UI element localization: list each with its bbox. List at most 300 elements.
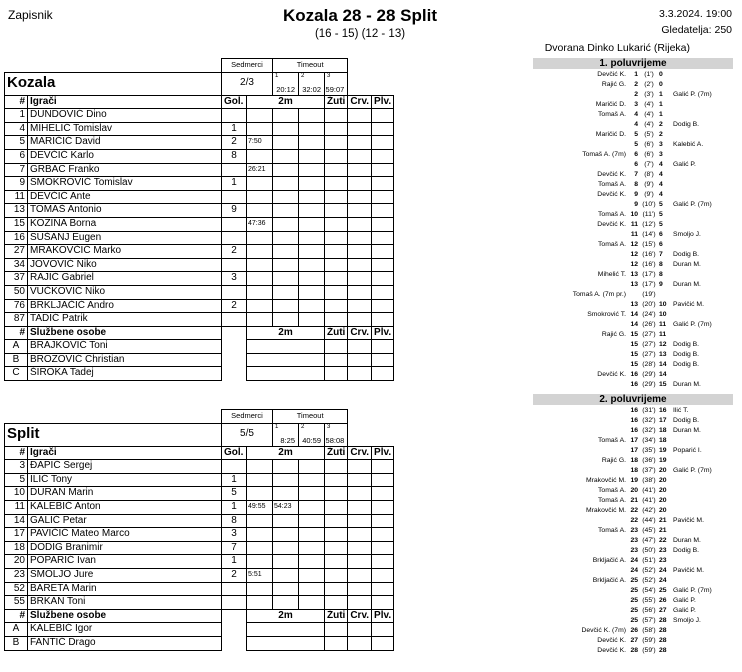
col-yellow: Žuti <box>325 446 348 460</box>
col-goals: Gol. <box>222 446 247 460</box>
event-away-score: 14 <box>659 371 667 378</box>
col-2min: 2m <box>247 95 325 109</box>
event-away-scorer: Galić P. (7m) <box>673 91 712 98</box>
timeout-number: 3 <box>327 72 331 79</box>
sedmerci-label: Sedmerci <box>222 410 273 424</box>
spectators: Gledatelja: 250 <box>661 24 732 36</box>
player-row <box>5 514 394 528</box>
event-row <box>533 406 733 416</box>
event-row <box>533 596 733 606</box>
player-suspension <box>247 313 273 327</box>
event-away-scorer: Galić P. (7m) <box>673 321 712 328</box>
player-blue <box>372 555 394 569</box>
player-suspension <box>299 299 325 313</box>
event-away-scorer: Galić P. <box>673 607 696 614</box>
event-away-score: 10 <box>659 311 667 318</box>
event-minute: (59') <box>642 647 656 654</box>
player-number: 23 <box>5 568 28 582</box>
event-away-score: 4 <box>659 171 663 178</box>
event-away-scorer: Galić P. (7m) <box>673 201 712 208</box>
official-name: ŠIROKA Tadej <box>28 367 222 381</box>
team-table <box>4 409 394 651</box>
timeout-number: 2 <box>301 72 305 79</box>
player-blue <box>372 190 394 204</box>
player-suspension <box>273 285 299 299</box>
official-blue <box>372 636 394 650</box>
official-name: BROZOVIĆ Christian <box>28 353 222 367</box>
timeout-number: 2 <box>301 423 305 430</box>
player-number: 5 <box>5 136 28 150</box>
official-letter: C <box>5 367 28 381</box>
player-yellow <box>325 487 348 501</box>
event-away-score: 23 <box>659 547 667 554</box>
report-label: Zapisnik <box>8 8 53 22</box>
official-blue <box>372 367 394 381</box>
player-blue <box>372 272 394 286</box>
player-suspension <box>273 204 299 218</box>
col-red: Crv. <box>348 446 372 460</box>
event-away-score: 8 <box>659 271 663 278</box>
official-letter: A <box>5 340 28 354</box>
timeout-cell <box>273 423 299 446</box>
player-blue <box>372 177 394 191</box>
event-minute: (41') <box>642 497 656 504</box>
event-away-score: 28 <box>659 627 667 634</box>
event-away-score: 20 <box>659 487 667 494</box>
event-home-score: 19 <box>630 477 638 484</box>
event-minute: (6') <box>644 151 654 158</box>
player-number: 87 <box>5 313 28 327</box>
player-number: 3 <box>5 460 28 474</box>
player-blue <box>372 217 394 231</box>
player-suspension <box>273 541 299 555</box>
player-yellow <box>325 149 348 163</box>
event-away-scorer: Kalebić A. <box>673 141 704 148</box>
player-suspension <box>273 149 299 163</box>
event-home-scorer: Tomaš A. <box>598 437 626 444</box>
event-row <box>533 90 733 100</box>
player-suspension <box>299 460 325 474</box>
player-goals: 1 <box>222 555 247 569</box>
half-title: 2. poluvrijeme <box>533 394 733 405</box>
player-goals: 1 <box>222 177 247 191</box>
event-row <box>533 80 733 90</box>
player-suspension <box>299 204 325 218</box>
event-minute: (27') <box>642 341 656 348</box>
event-away-scorer: Dodig B. <box>673 251 700 258</box>
officials-label: Službene osobe <box>28 609 222 623</box>
official-yellow <box>325 623 348 637</box>
event-minute: (10') <box>642 201 656 208</box>
event-home-score: 13 <box>630 281 638 288</box>
player-suspension <box>247 528 273 542</box>
event-away-score: 1 <box>659 101 663 108</box>
player-yellow <box>325 136 348 150</box>
player-yellow <box>325 245 348 259</box>
player-blue <box>372 528 394 542</box>
player-goals: 8 <box>222 514 247 528</box>
event-away-score: 4 <box>659 181 663 188</box>
player-red <box>348 313 372 327</box>
player-goals <box>222 582 247 596</box>
player-suspension <box>299 514 325 528</box>
player-goals: 8 <box>222 149 247 163</box>
event-home-score: 16 <box>630 427 638 434</box>
player-suspension <box>273 568 299 582</box>
player-red <box>348 500 372 514</box>
event-away-score: 19 <box>659 457 667 464</box>
player-red <box>348 122 372 136</box>
col-red: Crv. <box>348 326 372 340</box>
player-blue <box>372 136 394 150</box>
player-blue <box>372 487 394 501</box>
event-away-score: 25 <box>659 587 667 594</box>
event-away-score: 1 <box>659 111 663 118</box>
player-suspension <box>247 245 273 259</box>
event-home-score: 17 <box>630 437 638 444</box>
event-row <box>533 566 733 576</box>
event-row <box>533 280 733 290</box>
player-suspension <box>273 460 299 474</box>
player-blue <box>372 514 394 528</box>
event-home-score: 16 <box>630 371 638 378</box>
event-home-score: 7 <box>634 171 638 178</box>
player-red <box>348 231 372 245</box>
sedmerci-value: 5/5 <box>222 423 273 446</box>
event-home-scorer: Rajić G. <box>601 81 626 88</box>
player-suspension <box>299 500 325 514</box>
player-suspension <box>247 473 273 487</box>
player-number: 11 <box>5 500 28 514</box>
player-suspension <box>299 136 325 150</box>
player-name: DODIG Branimir <box>28 541 222 555</box>
player-blue <box>372 313 394 327</box>
event-home-score: 14 <box>630 321 638 328</box>
player-number: 50 <box>5 285 28 299</box>
official-yellow <box>325 636 348 650</box>
player-row <box>5 190 394 204</box>
event-home-score: 5 <box>634 141 638 148</box>
player-red <box>348 190 372 204</box>
official-blue <box>372 340 394 354</box>
event-away-score: 20 <box>659 497 667 504</box>
event-away-score: 14 <box>659 361 667 368</box>
player-suspension <box>299 163 325 177</box>
player-blue <box>372 122 394 136</box>
player-suspension: 49:55 <box>247 500 273 514</box>
event-away-score: 28 <box>659 617 667 624</box>
player-red <box>348 460 372 474</box>
event-away-score: 15 <box>659 381 667 388</box>
player-yellow <box>325 313 348 327</box>
player-suspension <box>273 163 299 177</box>
player-suspension <box>299 177 325 191</box>
player-yellow <box>325 299 348 313</box>
player-name: BRKAN Toni <box>28 596 222 610</box>
event-minute: (32') <box>642 427 656 434</box>
player-goals: 2 <box>222 568 247 582</box>
player-suspension <box>299 582 325 596</box>
match-date: 3.3.2024. 19:00 <box>659 8 732 20</box>
event-row <box>533 416 733 426</box>
player-name: ĐAPIĆ Sergej <box>28 460 222 474</box>
event-home-score: 17 <box>630 447 638 454</box>
player-red <box>348 514 372 528</box>
event-row <box>533 110 733 120</box>
player-yellow <box>325 122 348 136</box>
event-home-scorer: Brkljačić A. <box>592 577 626 584</box>
event-away-score: 24 <box>659 567 667 574</box>
player-row <box>5 313 394 327</box>
col-num: # <box>5 609 28 623</box>
player-name: MRAKOVČIĆ Marko <box>28 245 222 259</box>
official-red <box>348 340 372 354</box>
player-yellow <box>325 541 348 555</box>
player-blue <box>372 204 394 218</box>
event-home-score: 15 <box>630 351 638 358</box>
event-home-score: 2 <box>634 91 638 98</box>
event-row <box>533 526 733 536</box>
player-red <box>348 582 372 596</box>
player-row <box>5 163 394 177</box>
event-row <box>533 220 733 230</box>
player-row <box>5 528 394 542</box>
event-minute: (41') <box>642 487 656 494</box>
event-row <box>533 140 733 150</box>
player-goals: 2 <box>222 299 247 313</box>
player-suspension <box>299 122 325 136</box>
player-suspension <box>299 258 325 272</box>
event-row <box>533 380 733 390</box>
event-row <box>533 230 733 240</box>
official-name: KALEBIĆ Igor <box>28 623 222 637</box>
event-minute: (9') <box>644 181 654 188</box>
event-minute: (54') <box>642 587 656 594</box>
player-name: SMOKROVIĆ Tomislav <box>28 177 222 191</box>
event-minute: (58') <box>642 627 656 634</box>
col-num: # <box>5 446 28 460</box>
player-red <box>348 528 372 542</box>
event-away-score: 4 <box>659 191 663 198</box>
event-row <box>533 436 733 446</box>
timeout-label: Timeout <box>273 410 348 424</box>
event-away-score: 3 <box>659 141 663 148</box>
player-red <box>348 258 372 272</box>
player-yellow <box>325 555 348 569</box>
player-name: ILIĆ Tony <box>28 473 222 487</box>
player-yellow <box>325 217 348 231</box>
event-row <box>533 240 733 250</box>
player-number: 17 <box>5 528 28 542</box>
event-home-score: 9 <box>634 191 638 198</box>
event-home-score: 16 <box>630 407 638 414</box>
event-minute: (29') <box>642 381 656 388</box>
event-away-score: 6 <box>659 231 663 238</box>
player-suspension: 7:50 <box>247 136 273 150</box>
event-minute: (59') <box>642 637 656 644</box>
player-name: MARIČIĆ David <box>28 136 222 150</box>
event-home-score: 15 <box>630 341 638 348</box>
player-number: 37 <box>5 272 28 286</box>
official-name: BRAJKOVIĆ Toni <box>28 340 222 354</box>
event-minute: (52') <box>642 567 656 574</box>
event-home-score: 11 <box>630 221 638 228</box>
event-row <box>533 300 733 310</box>
event-away-scorer: Galić P. (7m) <box>673 587 712 594</box>
event-home-scorer: Smokrović T. <box>587 311 626 318</box>
event-away-score: 0 <box>659 71 663 78</box>
event-row <box>533 340 733 350</box>
event-home-score: 15 <box>630 361 638 368</box>
event-home-score: 23 <box>630 527 638 534</box>
player-row <box>5 473 394 487</box>
col-blue: Plv. <box>372 609 394 623</box>
event-home-scorer: Tomaš A. <box>598 181 626 188</box>
event-away-score: 17 <box>659 417 667 424</box>
player-suspension <box>273 231 299 245</box>
player-suspension <box>273 245 299 259</box>
event-away-score: 19 <box>659 447 667 454</box>
official-red <box>348 367 372 381</box>
player-suspension <box>247 204 273 218</box>
event-minute: (26') <box>642 321 656 328</box>
event-away-scorer: Dodig B. <box>673 361 700 368</box>
event-minute: (50') <box>642 547 656 554</box>
event-home-scorer: Devčić K. (7m) <box>581 627 626 634</box>
col-yellow: Žuti <box>325 326 348 340</box>
player-blue <box>372 109 394 123</box>
player-name: JOVOVIĆ Niko <box>28 258 222 272</box>
col-goals: Gol. <box>222 95 247 109</box>
event-minute: (3') <box>644 91 654 98</box>
player-name: GALIĆ Petar <box>28 514 222 528</box>
event-away-score: 5 <box>659 201 663 208</box>
event-minute: (14') <box>642 231 656 238</box>
event-away-score: 2 <box>659 131 663 138</box>
player-row <box>5 568 394 582</box>
player-suspension <box>299 528 325 542</box>
player-suspension <box>247 596 273 610</box>
event-away-score: 0 <box>659 81 663 88</box>
event-home-score: 5 <box>634 131 638 138</box>
player-suspension <box>273 177 299 191</box>
player-row <box>5 541 394 555</box>
event-away-score: 21 <box>659 517 667 524</box>
player-suspension <box>247 582 273 596</box>
event-away-score: 20 <box>659 467 667 474</box>
player-row <box>5 149 394 163</box>
event-minute: (2') <box>644 81 654 88</box>
player-red <box>348 217 372 231</box>
player-suspension <box>299 596 325 610</box>
event-home-score: 25 <box>630 607 638 614</box>
event-away-score: 20 <box>659 477 667 484</box>
player-suspension <box>273 190 299 204</box>
event-home-score: 22 <box>630 507 638 514</box>
event-away-score: 18 <box>659 437 667 444</box>
event-home-score: 4 <box>634 111 638 118</box>
event-minute: (27') <box>642 351 656 358</box>
col-2min: 2m <box>247 326 325 340</box>
official-row <box>5 636 394 650</box>
player-suspension <box>273 136 299 150</box>
official-row <box>5 353 394 367</box>
event-row <box>533 586 733 596</box>
event-away-scorer: Galić P. <box>673 161 696 168</box>
player-number: 9 <box>5 177 28 191</box>
event-away-score: 6 <box>659 241 663 248</box>
event-row <box>533 616 733 626</box>
event-home-score: 25 <box>630 597 638 604</box>
event-away-scorer: Poparić I. <box>673 447 702 454</box>
player-suspension <box>299 149 325 163</box>
player-suspension: 47:36 <box>247 217 273 231</box>
player-name: DEVČIĆ Karlo <box>28 149 222 163</box>
player-row <box>5 122 394 136</box>
event-minute: (37') <box>642 467 656 474</box>
player-row <box>5 258 394 272</box>
event-minute: (16') <box>642 251 656 258</box>
event-minute: (42') <box>642 507 656 514</box>
player-suspension <box>299 272 325 286</box>
event-minute: (24') <box>642 311 656 318</box>
event-row <box>533 626 733 636</box>
event-away-scorer: Ilić T. <box>673 407 689 414</box>
player-suspension: 5:51 <box>247 568 273 582</box>
player-suspension <box>247 258 273 272</box>
player-red <box>348 136 372 150</box>
event-away-scorer: Pavičić M. <box>673 517 704 524</box>
player-number: 14 <box>5 514 28 528</box>
player-red <box>348 149 372 163</box>
player-goals: 1 <box>222 122 247 136</box>
event-home-score: 14 <box>630 311 638 318</box>
event-away-scorer: Pavičić M. <box>673 567 704 574</box>
event-home-scorer: Devčić K. <box>597 637 626 644</box>
official-suspension <box>247 340 325 354</box>
event-away-score: 12 <box>659 341 667 348</box>
timeout-number: 1 <box>275 72 279 79</box>
player-row <box>5 245 394 259</box>
event-home-score: 13 <box>630 301 638 308</box>
event-row <box>533 350 733 360</box>
player-blue <box>372 460 394 474</box>
player-suspension <box>273 473 299 487</box>
player-suspension <box>299 231 325 245</box>
event-minute: (35') <box>642 447 656 454</box>
player-name: DEVČIĆ Ante <box>28 190 222 204</box>
player-row <box>5 299 394 313</box>
player-suspension <box>273 122 299 136</box>
player-yellow <box>325 190 348 204</box>
event-row <box>533 170 733 180</box>
event-row <box>533 636 733 646</box>
team-name: Kozala <box>5 72 222 95</box>
event-away-score: 10 <box>659 301 667 308</box>
event-home-score: 2 <box>634 81 638 88</box>
official-red <box>348 636 372 650</box>
player-number: 7 <box>5 163 28 177</box>
event-minute: (51') <box>642 557 656 564</box>
player-red <box>348 568 372 582</box>
player-number: 5 <box>5 473 28 487</box>
timeout-cell <box>325 72 348 95</box>
event-home-score: 8 <box>634 181 638 188</box>
event-minute: (31') <box>642 407 656 414</box>
event-away-scorer: Dodig B. <box>673 341 700 348</box>
event-row <box>533 130 733 140</box>
player-yellow <box>325 514 348 528</box>
